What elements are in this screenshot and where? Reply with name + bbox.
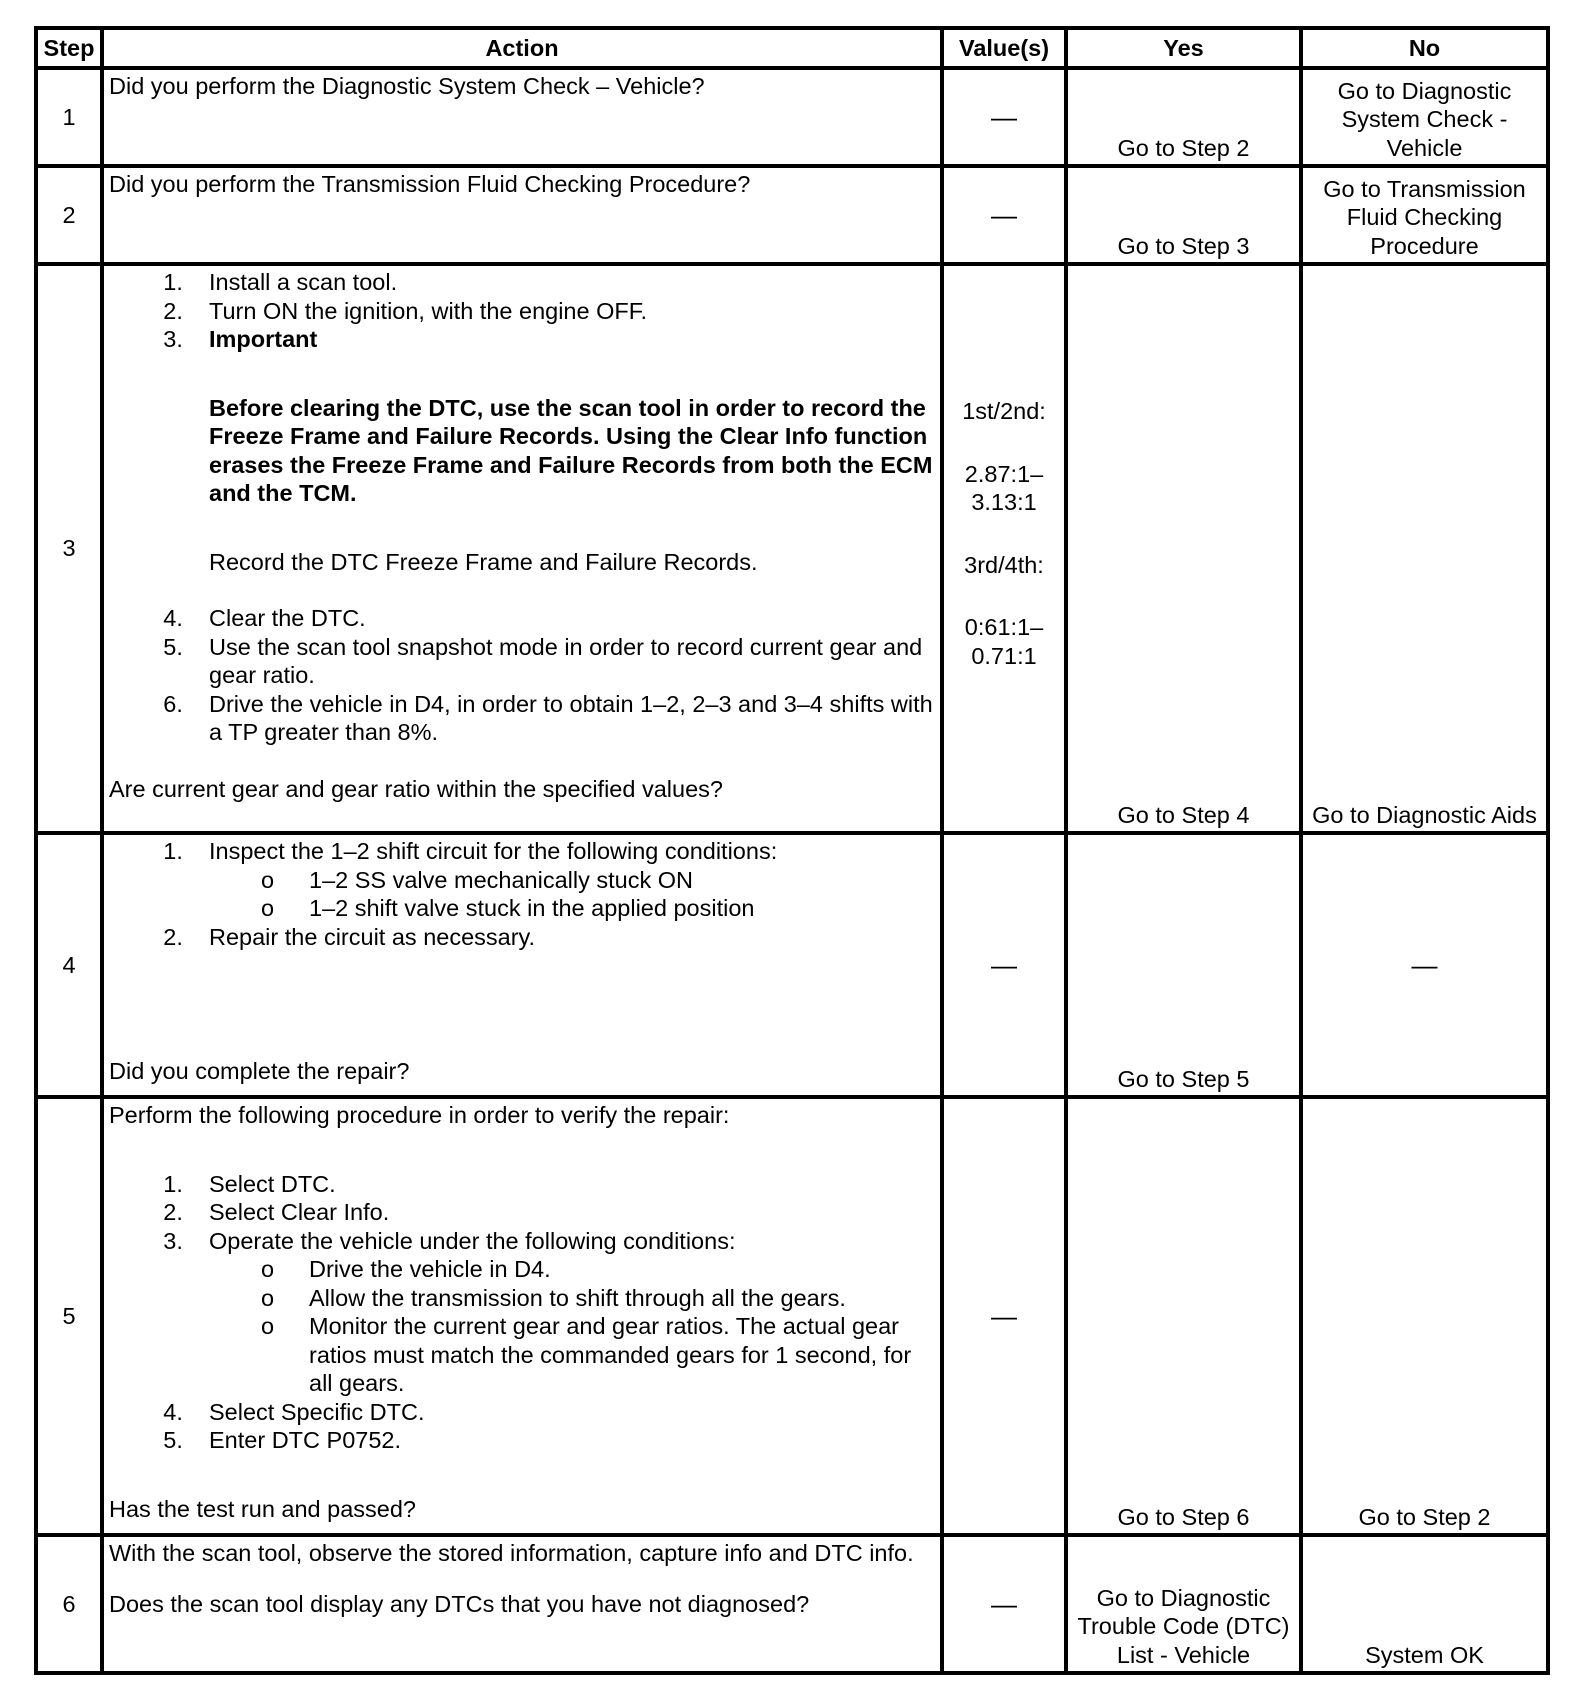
list-item: 4. Select Specific DTC. [209,1398,935,1427]
procedure-list [109,1170,935,1455]
record-note: Record the DTC Freeze Frame and Failure Records. [209,548,758,575]
value-cell [942,264,1066,833]
header-yes: Yes [1066,28,1301,68]
value-range-1st-2nd: 2.87:1–3.13:1 [964,460,1044,515]
value-label-1st-2nd: 1st/2nd: [962,398,1046,424]
action-question: Did you perform the Diagnostic System Check – Vehicle? [109,73,705,99]
table-row-step-2 [36,166,1548,264]
action-cell [102,166,942,264]
action-question: Has the test run and passed? [109,1495,417,1522]
list-item [209,1227,935,1398]
value-cell: — [942,1535,1066,1673]
table-row-step-4 [36,833,1548,1097]
table-row-step-5 [36,1097,1548,1535]
list-item-text: Operate the vehicle under the following conditions: [209,1227,736,1254]
action-question: Did you perform the Transmission Fluid Checking Procedure? [109,171,751,197]
step-number: 4 [36,833,102,1097]
no-cell: System OK [1301,1535,1548,1673]
action-question: Are current gear and gear ratio within the specified values? [109,775,723,802]
yes-cell: Go to Step 6 [1066,1097,1301,1535]
action-cell [102,833,942,1097]
no-cell: Go to Step 2 [1301,1097,1548,1535]
step-number: 2 [36,166,102,264]
list-item: 4. Clear the DTC. [209,604,935,633]
sub-list [209,866,935,923]
yes-cell: Go to Diagnostic Trouble Code (DTC) List - Vehicle [1066,1535,1301,1673]
value-label-3rd-4th: 3rd/4th: [964,551,1044,578]
value-range-3rd-4th: 0:61:1–0.71:1 [964,614,1044,669]
list-item: 5. Enter DTC P0752. [209,1426,935,1455]
sub-list-item: o Monitor the current gear and gear ratios. The actual gear ratios must match the commanded gears for 1 second, for all gears. [309,1312,935,1398]
action-cell [102,1097,942,1535]
header-values: Value(s) [942,28,1066,68]
header-no: No [1301,28,1548,68]
procedure-list [109,268,935,747]
list-item: 2. Repair the circuit as necessary. [209,923,935,952]
header-step: Step [36,28,102,68]
table-row-step-6 [36,1535,1548,1673]
procedure-list [109,837,935,951]
list-item: 5. Use the scan tool snapshot mode in order to record current gear and gear ratio. [209,633,935,690]
list-item: 1. Install a scan tool. [209,268,935,297]
header-action: Action [102,28,942,68]
sub-list-item: o 1–2 shift valve stuck in the applied position [309,894,935,923]
action-cell [102,264,942,833]
step-number: 5 [36,1097,102,1535]
diagnostic-table [34,26,1550,1675]
value-cell: — [942,166,1066,264]
no-cell: Go to Transmission Fluid Checking Procedure [1301,166,1548,264]
value-cell: — [942,68,1066,166]
yes-cell: Go to Step 2 [1066,68,1301,166]
no-cell: — [1301,833,1548,1097]
sub-list-item: o 1–2 SS valve mechanically stuck ON [309,866,935,895]
action-question: Does the scan tool display any DTCs that you have not diagnosed? [109,1590,810,1617]
list-item [209,837,935,923]
no-cell: Go to Diagnostic System Check - Vehicle [1301,68,1548,166]
action-question: Did you complete the repair? [109,1058,410,1084]
yes-cell: Go to Step 4 [1066,264,1301,833]
step-number: 6 [36,1535,102,1673]
yes-cell: Go to Step 5 [1066,833,1301,1097]
action-cell [102,1535,942,1673]
list-item-text: Inspect the 1–2 shift circuit for the following conditions: [209,838,778,864]
action-intro: With the scan tool, observe the stored information, capture info and DTC info. [109,1540,914,1566]
sub-list-item: o Allow the transmission to shift through all the gears. [309,1284,935,1313]
no-cell: Go to Diagnostic Aids [1301,264,1548,833]
list-item: 6. Drive the vehicle in D4, in order to obtain 1–2, 2–3 and 3–4 shifts with a TP greater than 8%. [209,690,935,747]
important-label: Important [209,326,318,352]
step-number: 1 [36,68,102,166]
list-item: 2. Select Clear Info. [209,1198,935,1227]
list-item: 2. Turn ON the ignition, with the engine OFF. [209,297,935,326]
value-cell: — [942,833,1066,1097]
step-number: 3 [36,264,102,833]
list-item: 1. Select DTC. [209,1170,935,1199]
important-note: Before clearing the DTC, use the scan tool in order to record the Freeze Frame and Failure Records. Using the Clear Info function erases the Freeze Frame and Failure Records from both the ECM and the TCM. [209,394,933,506]
action-cell [102,68,942,166]
table-row-step-3 [36,264,1548,833]
table-row-step-1 [36,68,1548,166]
value-cell: — [942,1097,1066,1535]
yes-cell: Go to Step 3 [1066,166,1301,264]
list-item [209,325,935,604]
action-intro: Perform the following procedure in order to verify the repair: [109,1102,730,1128]
sub-list-item: o Drive the vehicle in D4. [309,1255,935,1284]
header-row [36,28,1548,68]
sub-list [209,1255,935,1398]
